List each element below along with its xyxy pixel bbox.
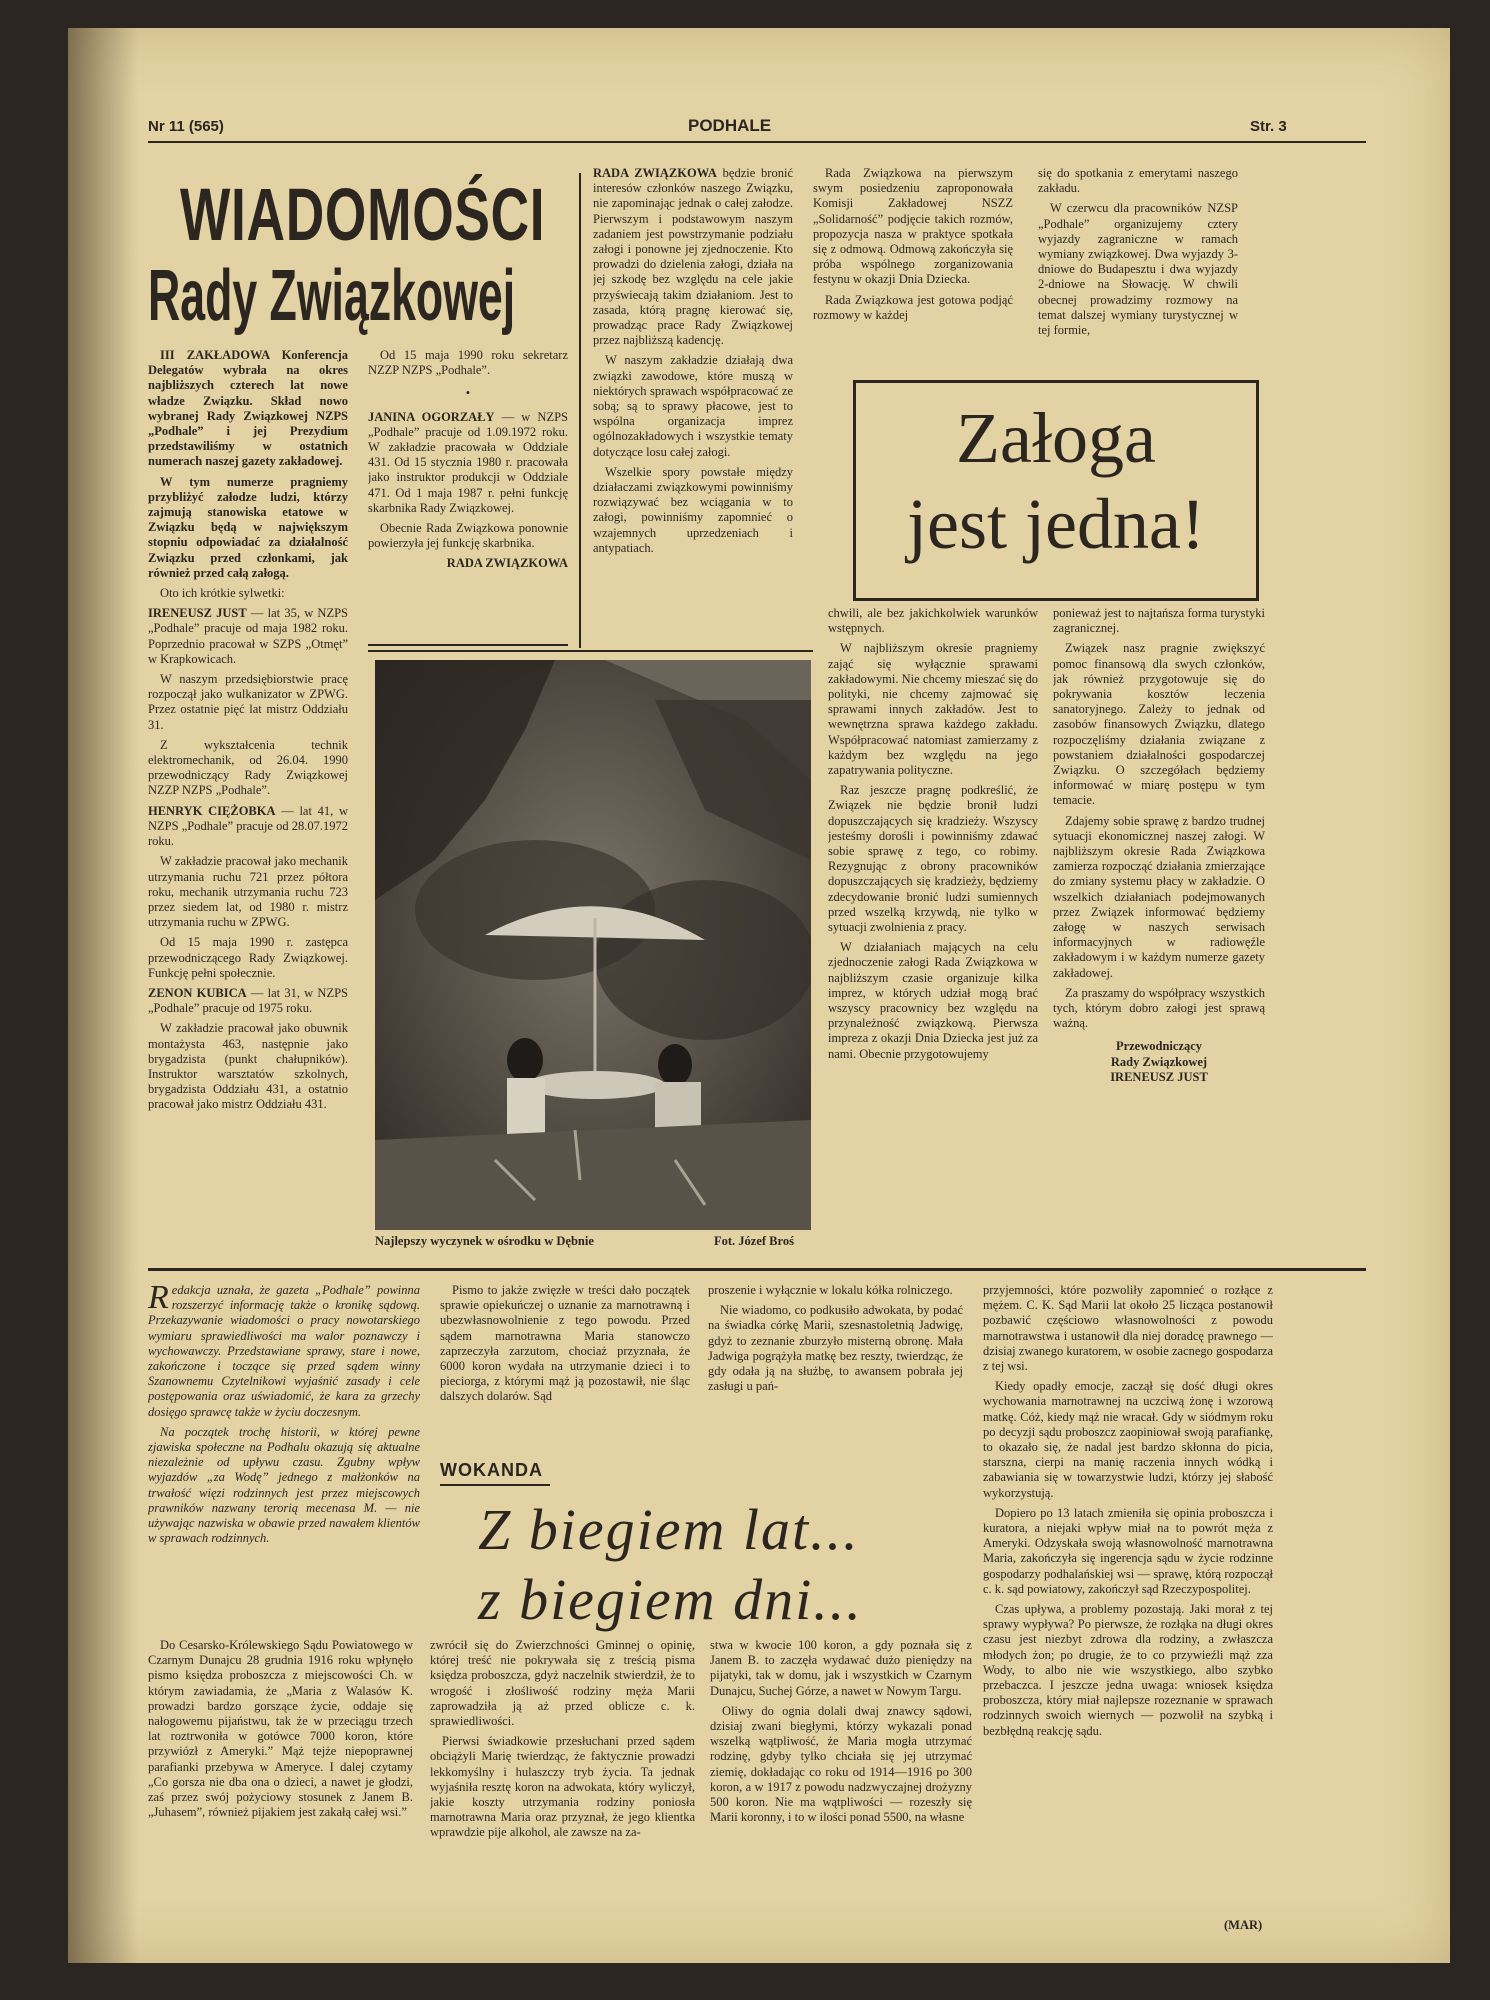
wokanda-b3b: Oliwy do ognia dolali dwaj znawcy sądowi, dzisiaj zwani biegłymi, którzy wykazali ponad wszelką wątpliwość, że Maria mogła utrzymać rodzinę, gdyby tylko chciała się jej utrzymać ziemię, dokładając co roku od 1914—1916 po 300 koron, a w 1917 z powodu nadzwyczajnej drożyzny 500 koron. Nie ma wątpliwości — rozeszły się Marii koronny, i to w ilości ponad 5500, na własne bbox=[710, 1703, 972, 1825]
wokanda-label-rule bbox=[440, 1484, 550, 1486]
ogorzaly-bio-2: Obecnie Rada Związkowa ponownie powierzyła jej funkcję skarbnika. bbox=[368, 521, 568, 551]
article-column-4 bbox=[813, 166, 1013, 386]
col7-paragraph-1: ponieważ jest to najtańsza forma turystyki zagranicznej. bbox=[1053, 606, 1265, 636]
wokanda-c2: Pismo to jakże zwięzłe w treści dało początek sprawie opiekuńczej o uznanie za marnotrawną i ubezwłasnowolnienie z tego powodu. Przed sądem marnotrawna Maria stanowczo zaprzeczyła zarzutom, chociaż przyznała, że 6000 koron wydała na utrzymanie dzieci i to pieciorga, z którymi mąż ją pozostawił, nie śląc dalszych dolarów. Sąd bbox=[440, 1283, 690, 1404]
ciezobka-bio-2: W zakładzie pracował jako mechanik utrzymania ruchu 721 przez półtora roku, mechanik utrzymania ruchu 723 przez siedem lat, od 1980 r. mistrz utrzymania ruchu w ZPWG. bbox=[148, 854, 348, 930]
kubica-name: ZENON KUBICA bbox=[148, 985, 247, 1000]
wokanda-c3b: Nie wiadomo, co podkusiło adwokata, by podać na świadka córkę Marii, szesnastoletnią Jadwigę, gdyż to zeznanie zburzyło misterną obronę. Mała Jadwiga pogrążyła matkę bez reszty, twierdząc, że gdy odała ją na służbę, to awansem pobrała jej zasługi u pań- bbox=[708, 1303, 963, 1394]
col7-paragraph-4: Za praszamy do współpracy wszystkich tych, którym dobro załogi jest sprawą ważną. bbox=[1053, 985, 1265, 1031]
kubica-bio: — lat 31, w NZPS „Podhale” pracuje od 1975 roku. bbox=[148, 985, 348, 1016]
photograph bbox=[375, 660, 811, 1230]
wokanda-bottom-column-1 bbox=[148, 1638, 413, 1938]
signature-name: IRENEUSZ JUST bbox=[1110, 1069, 1208, 1084]
newspaper-page bbox=[68, 28, 1450, 1963]
signature-title: Przewodniczący bbox=[1115, 1039, 1203, 1054]
col4-paragraph-1: Rada Związkowa na pierwszym swym posiedzeniu zaproponowała Komisji Zakładowej NSZZ „Solidarność” podjęcie takich rozmów, propozycja nasza w praktyce spotkała się z odmową. Odmową zakończyła się próba wspólnego zorganizowania festynu w okazji Dnia Dziecka. bbox=[813, 166, 1013, 287]
kubica-bio-2: W zakładzie pracował jako obuwnik montażysta 463, następnie jako brygadzista (punkt chałupników). Instruktor warsztatów szkolnych, brygadzista Oddziału 431, a ostatnio pracował jako mistrz Oddziału 431. bbox=[148, 1021, 348, 1112]
wokanda-c3: proszenie i wyłącznie w lokalu kółka rolniczego. bbox=[708, 1283, 953, 1297]
boxed-headline-line2: jest jedna! bbox=[907, 484, 1205, 564]
boxed-headline bbox=[853, 380, 1259, 601]
just-bio: — lat 35, w NZPS „Podhale” pracuje od maja 1982 roku. Poprzednio pracował w SZPS „Otmęt” w Krapkowicach. bbox=[148, 606, 348, 666]
wokanda-column-3 bbox=[708, 1283, 963, 1463]
wokanda-title-line1: Z biegiem lat... bbox=[478, 1497, 860, 1562]
section-title-line1: WIADOMOŚCI bbox=[180, 173, 546, 256]
wokanda-c4: przyjemności, które pozwoliły zapomnieć o rozłące z mężem. C. K. Sąd Marii lat około 25 licząca postanowił pozbawić częściowo własnowolności z powodu marnotrawstwa i ustanowił dla niej doradcę prawnego — dzisiaj zwanego kuratorem, w osobie zacnego gospodarza z tej wsi. bbox=[983, 1283, 1273, 1374]
wokanda-bottom-column-2 bbox=[430, 1638, 695, 1938]
wokanda-c4b: Kiedy opadły emocje, zaczął się dość długi okres wychowania marnotrawnej na uczciwą żonę i wzorową matkę. Cóż, kiedy mąż nie wracał. Gdy w siódmym roku po decyzji sądu proboszcz zaopiniował swoją parafiankę, to okazało się, że nadal jest bardzo skłonna do picia, starszna, cierpi na manię raczenia innych wódką i zabawiania się w towarzystwie ludzi, którzy jej słabość wykorzystują. bbox=[983, 1379, 1273, 1500]
drop-cap: R bbox=[148, 1283, 169, 1316]
wokanda-c4d: Czas upływa, a problemy pozostają. Jaki morał z tej sprawy wypływa? Po pierwsze, że rozłąka na długi okres czasu jest niezbyt zdrowa dla rodziny, a zwłaszcza młodych żon; po drugie, że to co przywieźli mąż zza Wody, to albo nie wie wszystkiego, albo szybko przebaczca. I jeszcze jedna uwaga: wniosek księdza proboszcza, który miał najlepsze rozeznanie w sprawach rodzinnych swoich wiernych — pozwolił na szybką i bezbłędną reakcję sądu. bbox=[983, 1602, 1273, 1738]
just-bio-2: W naszym przedsiębiorstwie pracę rozpoczął jako wulkanizator w ZPWG. Przez ostatnie pięć lat mistrz Oddziału 31. bbox=[148, 672, 348, 732]
article-column-3 bbox=[593, 166, 793, 641]
article-column-5 bbox=[1038, 166, 1238, 386]
photo-scene-image bbox=[375, 660, 811, 1230]
wokanda-b1: Do Cesarsko-Królewskiego Sądu Powiatowego w Czarnym Dunajcu 28 grudnia 1916 roku wpłynęło pismo księdza proboszcza z miejscowości Ch. w którym zawiadamia, że „Maria z Walasów K. prowadzi bardzo gorszące życie, oddaje się nałogowemu pijaństwu, tak że w przeciągu trzech lat roztrwoniła w gotówce 7000 koron, które przywiózł z Ameryki.” Mąż tejże niepoprawnej parafianki przebywa w Ameryce. I dalej czytamy „Co gorsza nie dba ona o dzieci, a nawet je głodzi, zaś przez swój pożyciowy stosunek z Janem B. „Juhasem”, również pijakiem jest zakałą całej wsi.” bbox=[148, 1638, 413, 1820]
ogorzaly-bio: — w NZPS „Podhale” pracuje od 1.09.1972 roku. W zakładzie pracowała w Oddziale 431. Od 15 stycznia 1980 r. pracowała jako instruktor produkcji w Oddziale 471. Od 1 maja 1987 r. pełni funkcję skarbnika Rady Związkowej. bbox=[368, 409, 568, 515]
wokanda-label: WOKANDA bbox=[440, 1460, 543, 1480]
col3-paragraph-2: W naszym zakładzie działają dwa związki zawodowe, które muszą w niektórych sprawach współpracować ze sobą; są to sprawy płacowe, jest to wspólna organizacja imprez ogólnozakładowych i wszystkie tematy dotyczące losu całej załogi. bbox=[593, 353, 793, 459]
page-gutter-shadow bbox=[68, 28, 138, 1963]
wokanda-signature: (MAR) bbox=[1224, 1918, 1263, 1932]
wokanda-column-4 bbox=[983, 1283, 1273, 1913]
col7-paragraph-3: Zdajemy sobie sprawę z bardzo trudnej sytuacji ekonomicznej naszej załogi. W najbliższym okresie Rada Związkowa zamierza rozpocząć działania zmierzające do zmiany systemu płacy w zakładzie. O wszelkich działaniach podejmowanych przez Związek informować będziemy załogę w naszych serwisach informacyjnych w radiowęźle zakładowym i w każdym numerze gazety zakładowej. bbox=[1053, 813, 1265, 980]
col2-intro: Od 15 maja 1990 roku sekretarz NZZP NZPS „Podhale”. bbox=[368, 348, 568, 378]
page-number: Str. 3 bbox=[1250, 118, 1287, 135]
photo-caption: Najlepszy wyczynek w ośrodku w Dębnie bbox=[375, 1234, 594, 1248]
col6-paragraph-3: Raz jeszcze pragnę podkreślić, że Związek nie będzie bronił ludzi dopuszczających się kradzieży. Wszyscy jesteśmy dorośli i powinniśmy zdawać sobie sprawę z tego, co robimy. Rezygnując z obrony pracowników dopuszczających się kradzieży, będziemy zdecydowanie bronić ludzi sumiennych przed wszelką krzywdą, nie tylko w sytuacji zwolnienia z pracy. bbox=[828, 783, 1038, 935]
col2-bottom-rule bbox=[368, 644, 568, 646]
wokanda-b3: stwa w kwocie 100 koron, a gdy poznała się z Janem B. to zaczęła wydawać dużo pieniędzy na pijatyki, tak w domu, jak i wszystkich w Czarnym Dunajcu, Suchej Górze, a nawet w Nowym Targu. bbox=[710, 1638, 972, 1698]
intro-paragraph-2: W tym numerze pragniemy przybliżyć załodze ludzi, którzy zajmują stanowiska etatowe w Związku będą w największym stopniu odpowiadać za działalność Związku przed członkami, jak również przed całą załogą. bbox=[148, 474, 348, 580]
just-bio-3: Z wykształcenia technik elektromechanik, od 26.04. 1990 przewodniczący Rady Związkowej NZZP NZPS „Podhale”. bbox=[148, 737, 348, 798]
signature-rada: RADA ZWIĄZKOWA bbox=[446, 556, 568, 571]
wokanda-bottom-column-3 bbox=[710, 1638, 972, 1938]
article-column-1 bbox=[148, 348, 348, 1268]
intro-paragraph: III ZAKŁADOWA Konferencja Delegatów wybrała na okres najbliższych czterech lat nowe władze Związku. Skład nowo wybranej Rady Związkowej NZPS „Podhale” i jej Prezydium przedstawiliśmy w ostatnich numerach naszej gazety zakładowej. bbox=[148, 348, 348, 469]
wokanda-b2b: Pierwsi świadkowie przesłuchani przed sądem obciążyli Marię twierdząc, że faktycznie prowadzi lekkomyślny i hulaszczy tryb życia. Ta jednak wyjaśniła resztę koron na adwokata, który wyliczył, jakie koszty utrzymania rodziny poniosła marnotrawna Maria oraz przyznał, że jego klientka wprawdzie pije alkohol, ale zawsze na za- bbox=[430, 1734, 695, 1840]
col3-paragraph-1: będzie bronić interesów członków naszego Związku, nie zapominając jednak o całej załodze. Pierwszym i podstawowym naszym zadaniem jest powstrzymanie podziału załogi i ponowne jej zjednoczenie. Kto prowadzi do dzielenia załogi, działa na jej szkodę bez względu na cele jakie przyświecają takim działaniom. Jest to zasada, którą pragnę kierować się, prowadząc prace Rady Związkowej przez najbliższą kadencję. bbox=[593, 166, 793, 348]
col5-paragraph-1: się do spotkania z emerytami naszego zakładu. bbox=[1038, 166, 1238, 196]
header-rule bbox=[148, 141, 1366, 143]
wokanda-lead-paragraph: edakcja uznała, że gazeta „Podhale” powinna rozszerzyć informację także o kronikę sądową. Przekazywanie wiadomości o pracy nowotarskiego wymiaru sprawiedliwości ma walor poznawczy i wychowawczy. Przedstawiane sprawy, stare i nowe, zakończone i toczące się przed sądem winny Szanownemu Czytelnikowi wyjaśnić zasady i cele postępowania oraz uświadomić, że kara za grzechy dosięgo sprawcę także w życiu doczesnym. bbox=[148, 1283, 420, 1419]
col3-paragraph-3: Wszelkie spory powstałe między działaczami związkowymi powinniśmy rozwiązywać bez wciągania w to załogi, powinniśmy zapomnieć o wzajemnych uprzedzeniach i antypatiach. bbox=[593, 464, 793, 555]
col6-paragraph-4: W działaniach mających na celu zjednoczenie załogi Rada Związkowa w najbliższym czasie organizuje kilka imprez, w których udział mogą brać wszyscy pracownicy bez względu na przynależność związkową. Pierwsza impreza z okazji Dnia Dziecka jest już za nami. Obecnie przygotowujemy bbox=[828, 940, 1038, 1061]
wokanda-b2: zwrócił się do Zwierzchności Gminnej o opinię, której treść nie pokrywała się z treścią pisma księdza proboszcza, gdyż naczelnik stwierdził, że to wrogość i złośliwość rodziny męża Marii zaprowadziła ją aż przed oblicze c. k. sprawiedliwości. bbox=[430, 1638, 695, 1729]
ogorzaly-name: JANINA OGORZAŁY bbox=[368, 409, 495, 424]
ciezobka-name: HENRYK CIĘŻOBKA bbox=[148, 803, 276, 818]
signature-body: Rady Związkowej bbox=[1110, 1054, 1208, 1069]
col5-paragraph-2: W czerwcu dla pracowników NZSP „Podhale” organizujemy cztery wyjazdy zagraniczne w ramach wymiany związkowej. Dwa wyjazdy 3-dniowe do Budapesztu i dwa wyjazdy 2-dniowe na Słowację. W chwili obecnej prowadzimy rozmowy na temat dalszej wymiany turystycznej w tej formie, bbox=[1038, 201, 1238, 338]
paper-name: PODHALE bbox=[688, 116, 772, 135]
issue-number: Nr 11 (565) bbox=[148, 118, 224, 135]
section-title-line2: Rady Związkowej bbox=[148, 256, 516, 336]
ciezobka-bio-3: Od 15 maja 1990 r. zastępca przewodniczącego Rady Związkowej. Funkcję pełni społecznie. bbox=[148, 935, 348, 980]
article-column-7 bbox=[1053, 606, 1265, 1238]
oto-line: Oto ich krótkie sylwetki: bbox=[160, 586, 285, 601]
photo-top-rule bbox=[368, 650, 813, 652]
wokanda-c4c: Dopiero po 13 latach zmieniła się opinia proboszcza i kuratora, a niejaki wpływ miał na to powrót męża z Ameryki. Odzyskała swoją własnowolność marnotrawna Maria, zakończyła się ingerencja sądu w życie rodzinne gospodarzy podhalańskiej wsi — sprawę, którą rozpoczął c. k. sąd powiatowy, zakończył sąd Rzeczypospolitej. bbox=[983, 1505, 1273, 1596]
section-separator bbox=[148, 1268, 1366, 1271]
col7-paragraph-2: Związek nasz pragnie zwiększyć pomoc finansową dla swych członków, jak również przygotowuje się do pokrywania kosztów leczenia sanatoryjnego. Zależy to jednak od zasobów finansowych Związku, dlatego rozpoczęliśmy działania związane z powstaniem działalności gospodarczej Związku. O szczegółach będziemy informować w miarę postępu w tym temacie. bbox=[1053, 641, 1265, 808]
article-column-2: Od 15 maja 1990 roku sekretarz NZZP NZPS „Podhale”. • JANINA OGORZAŁY — w NZPS „Podhale” pracuje od 1.09.1972 roku. W zakładzie pracowała w Oddziale 431. Od 15 stycznia 1980 r. pracowała jako instruktor produkcji w Oddziale 471. Od 1 maja 1987 r. pełni funkcję skarbnika Rady Związkowej. Obecnie Rada Związkowa ponownie powierzyła jej funkcję skarbnika. RADA ZWIĄZKOWA bbox=[368, 348, 568, 571]
boxed-headline-line1: Załoga bbox=[956, 398, 1156, 478]
vertical-rule bbox=[579, 173, 581, 648]
wokanda-title-line2: z biegiem dni... bbox=[478, 1567, 863, 1632]
col4-paragraph-2: Rada Związkowa jest gotowa podjąć rozmowy w każdej bbox=[813, 292, 1013, 322]
col6-paragraph-1: chwili, ale bez jakichkolwiek warunków wstępnych. bbox=[828, 606, 1038, 636]
col3-lead: RADA ZWIĄZKOWA bbox=[593, 166, 717, 180]
article-column-6 bbox=[828, 606, 1038, 1238]
wokanda-lead-paragraph-2: Na początek trochę historii, w której pewne zjawiska społeczne na Podhalu okazują się aktualne niezależnie od upływu czasu. Zgubny wpływ wyjazdów „za Wodę” jednego z małżonków na trwałość więzi rodzinnych jest przez miejscowych prawników nazwany terorią mecenasa M. — nie używając nazwiska w obawie przed nawałem klientów w sprawach rodzinnych. bbox=[148, 1424, 420, 1546]
wokanda-lead bbox=[148, 1283, 420, 1628]
just-name: IRENEUSZ JUST bbox=[148, 606, 247, 621]
wokanda-column-2 bbox=[440, 1283, 690, 1463]
col6-paragraph-2: W najbliższym okresie pragniemy zająć się wyłącznie sprawami zakładowymi. Nie chcemy mieszać się do polityki, nie chcemy zajmować się sprawami innych zakładów. Jest to wewnętrzna sprawa każdego zakładu. Współpracować natomiast zamierzamy z każdym bez względu na jego zapatrywania polityczne. bbox=[828, 641, 1038, 778]
photo-credit: Fot. Józef Broś bbox=[714, 1234, 794, 1248]
ciezobka-bio: — lat 41, w NZPS „Podhale” pracuje od 28.07.1972 roku. bbox=[148, 803, 348, 849]
